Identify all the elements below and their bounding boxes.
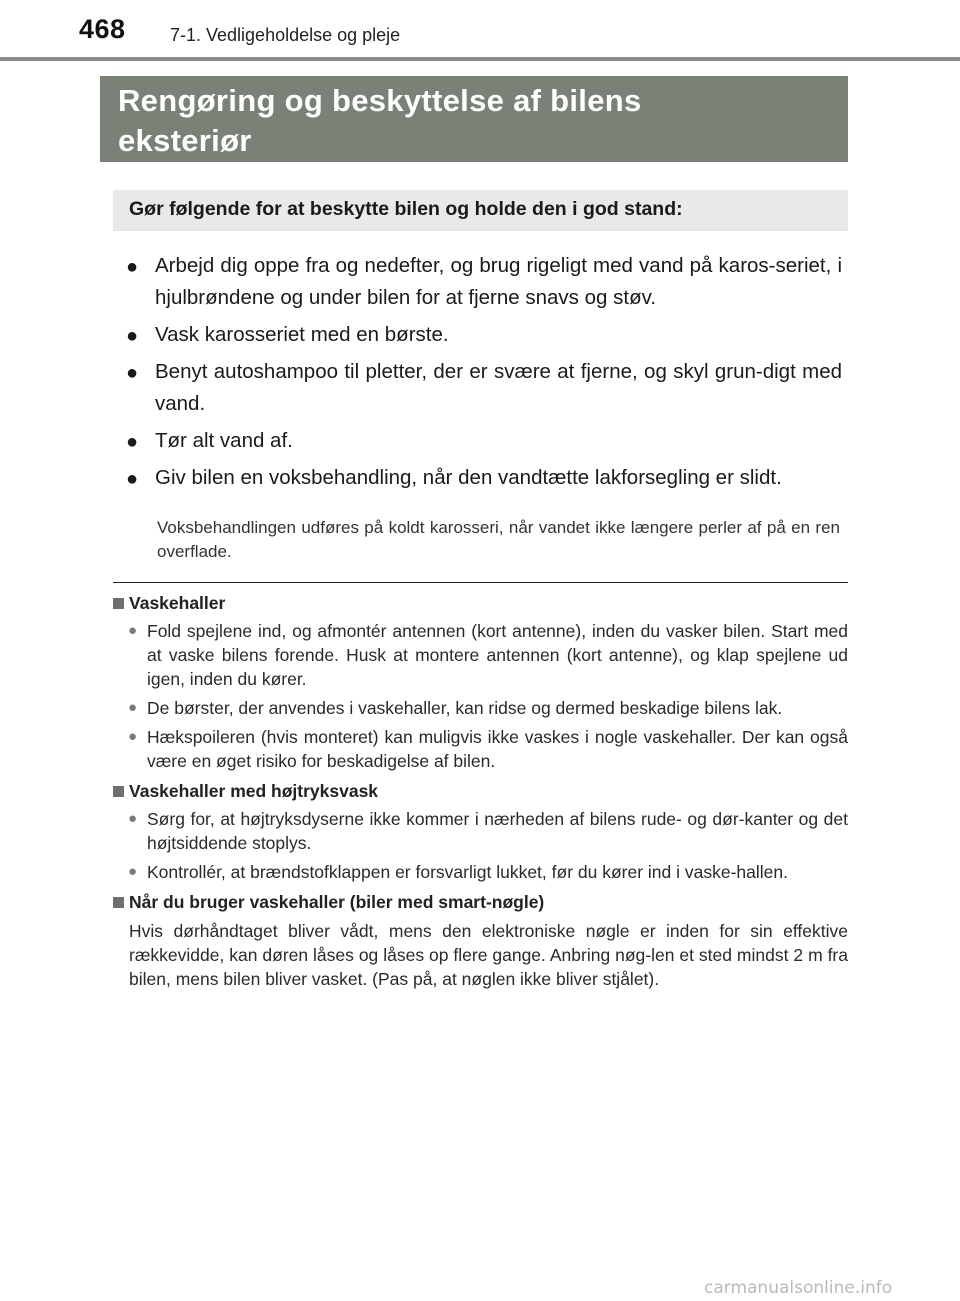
section-divider — [113, 582, 848, 583]
page-title-line-1: Rengøring og beskyttelse af bilens — [118, 83, 642, 118]
square-bullet-icon — [113, 598, 124, 609]
note-heading-text: Vaskehaller — [129, 593, 226, 613]
list-item — [113, 696, 848, 720]
page-header — [0, 0, 960, 62]
note-heading — [113, 590, 848, 616]
note-list — [113, 807, 848, 884]
list-item-text: Giv bilen en voksbehandling, når den vandtætte lakforsegling er slidt. — [155, 466, 782, 489]
note-section-car-wash — [113, 590, 848, 773]
note-section-smart-key — [113, 889, 848, 991]
list-item — [113, 619, 848, 691]
note-section-high-pressure-wash — [113, 778, 848, 884]
bullet-icon: ● — [126, 325, 139, 347]
square-bullet-icon — [113, 786, 124, 797]
section-reference: 7-1. Vedligeholdelse og pleje — [170, 25, 401, 45]
bullet-icon: ● — [128, 622, 138, 639]
list-item-text: Benyt autoshampoo til pletter, der er svære at fjerne, og skyl grun-digt med vand. — [155, 360, 842, 415]
list-item — [126, 356, 842, 420]
note-list — [113, 619, 848, 773]
note-heading — [113, 778, 848, 804]
intro-banner — [113, 190, 848, 231]
note-item-text: Kontrollér, at brændstofklappen er forsvarligt lukket, før du kører ind i vaske-hallen. — [147, 862, 788, 882]
intro-text: Gør følgende for at beskytte bilen og holde den i god stand: — [129, 198, 683, 220]
list-item — [113, 725, 848, 773]
list-item-text: Arbejd dig oppe fra og nedefter, og brug rigeligt med vand på karos-seriet, i hjulbrøndene og under bilen for at fjerne snavs og støv. — [155, 254, 842, 309]
note-item-text: De børster, der anvendes i vaskehaller, kan ridse og dermed beskadige bilens lak. — [147, 698, 783, 718]
watermark: carmanualsonline.info — [704, 1278, 893, 1298]
note-heading-text: Vaskehaller med højtryksvask — [129, 781, 379, 801]
header-rule — [0, 57, 960, 61]
bullet-icon: ● — [128, 863, 138, 880]
list-item — [126, 462, 842, 494]
bullet-icon: ● — [128, 728, 138, 745]
list-item — [126, 319, 842, 351]
square-bullet-icon — [113, 897, 124, 908]
bullet-icon: ● — [126, 468, 139, 490]
notes-area — [113, 590, 848, 991]
list-item — [126, 425, 842, 457]
note-item-text: Hækspoileren (hvis monteret) kan muligvis ikke vaskes i nogle vaskehaller. Der kan også være en øget risiko for beskadigelse af bilen. — [147, 727, 848, 771]
bullet-icon: ● — [128, 810, 138, 827]
title-banner — [100, 76, 848, 162]
list-item — [113, 807, 848, 855]
note-item-text: Fold spejlene ind, og afmontér antennen (kort antenne), inden du vasker bilen. Start med at vaske bilens forende. Husk at montere antennen (kort antenne), og klap spejlene ud igen, inden du kører. — [147, 621, 848, 689]
main-instruction-list — [126, 250, 842, 499]
list-item-text: Tør alt vand af. — [155, 429, 293, 452]
bullet-icon: ● — [126, 362, 139, 384]
list-item-text: Vask karosseriet med en børste. — [155, 323, 449, 346]
note-paragraph: Hvis dørhåndtaget bliver vådt, mens den elektroniske nøgle er inden for sin effektive rækkevidde, kan døren låses og låses op flere gange. Anbring nøg-len et sted mindst 2 m fra bilen, mens bilen bliver vasket. (Pas på, at nøglen ikke bliver stjålet). — [129, 921, 848, 989]
note-heading-text: Når du bruger vaskehaller (biler med smart-nøgle) — [129, 892, 545, 912]
note-heading — [113, 889, 848, 915]
list-item — [126, 250, 842, 314]
bullet-icon: ● — [126, 431, 139, 453]
bullet-icon: ● — [126, 256, 139, 278]
note-item-text: Sørg for, at højtryksdyserne ikke kommer i nærheden af bilens rude- og dør-kanter og det højtsiddende stoplys. — [147, 809, 848, 853]
page-title-line-2: eksteriør — [118, 123, 252, 158]
list-item — [113, 860, 848, 884]
wax-note: Voksbehandlingen udføres på koldt karosseri, når vandet ikke længere perler af på en ren overflade. — [157, 518, 840, 561]
bullet-icon: ● — [128, 699, 138, 716]
page-number: 468 — [79, 14, 126, 44]
